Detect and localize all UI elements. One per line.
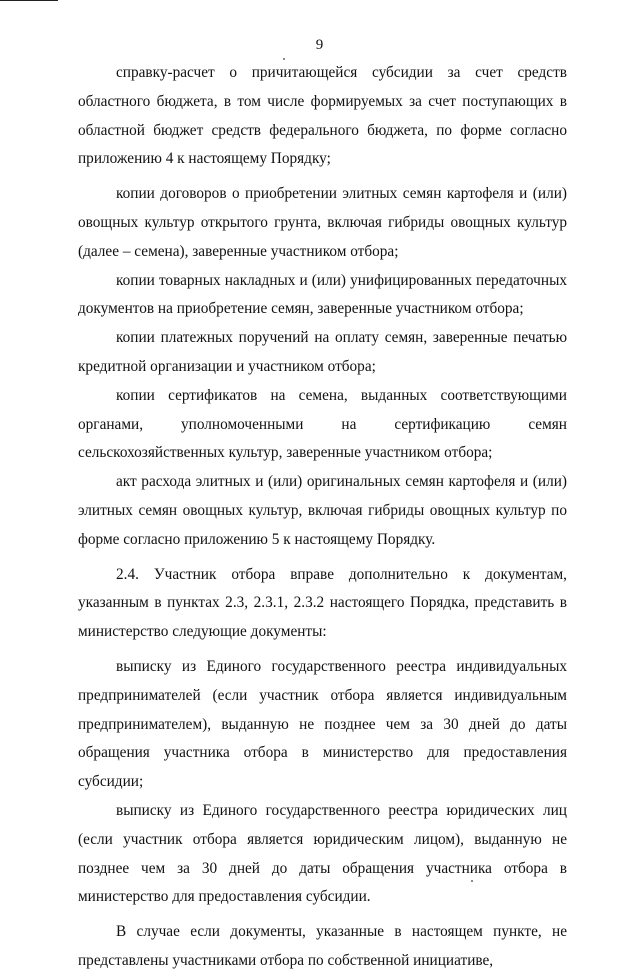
paragraph-seed-usage-act: акт расхода элитных и (или) оригинальных семян картофеля и (или) элитных семян овощных культур, включая гибриды овощных культур по форме согласно приложению 5 к настоящему Порядку. <box>78 473 567 548</box>
document-body <box>78 59 567 976</box>
paragraph-invoices: копии товарных накладных и (или) унифицированных передаточных документов на приобретение семян, заверенные участником отбора; <box>78 271 567 318</box>
paragraph-documents-not-submitted: В случае если документы, указанные в настоящем пункте, не представлены участниками отбора по собственной инициативе, <box>78 923 567 969</box>
paragraph-subsidy-calculation: справку-расчет о причитающейся субсидии за счет средств областного бюджета, в том числе формируемых за счет поступающих в областной бюджет средств федерального бюджета, по форме согласно приложению 4 к настоящему Порядку; <box>78 64 567 168</box>
paragraph-egrul-extract: выписку из Единого государственного реестра юридических лиц (если участник отбора является юридическим лицом), выданную не позднее чем за 30 дней до даты обращения участника отбора в министерство для предоставления субсидии. <box>78 801 567 906</box>
page-number: 9 <box>315 37 324 53</box>
paragraph-seed-contracts: копии договоров о приобретении элитных семян картофеля и (или) овощных культур открытого грунта, включая гибриды овощных культур (далее – семена), заверенные участником отбора; <box>78 185 567 260</box>
paragraph-section-2-4: 2.4. Участник отбора вправе дополнительно к документам, указанным в пунктах 2.3, 2.3.1, 2.3.2 настоящего Порядка, представить в министерство следующие документы: <box>78 565 567 641</box>
paragraph-certificates: копии сертификатов на семена, выданных соответствующими органами, уполномоченными на сертификацию семян сельскохозяйственных культур, заверенные участником отбора; <box>78 386 567 462</box>
scan-corner-line <box>0 0 58 1</box>
paragraph-payment-orders: копии платежных поручений на оплату семян, заверенные печатью кредитной организации и участником отбора; <box>78 329 567 375</box>
paragraph-egrip-extract: выписку из Единого государственного реестра индивидуальных предпринимателей (если участник отбора является индивидуальным предпринимателем), выданную не позднее чем за 30 дней до даты обращения участника отбора в министерство для предоставления субсидии; <box>78 657 567 791</box>
